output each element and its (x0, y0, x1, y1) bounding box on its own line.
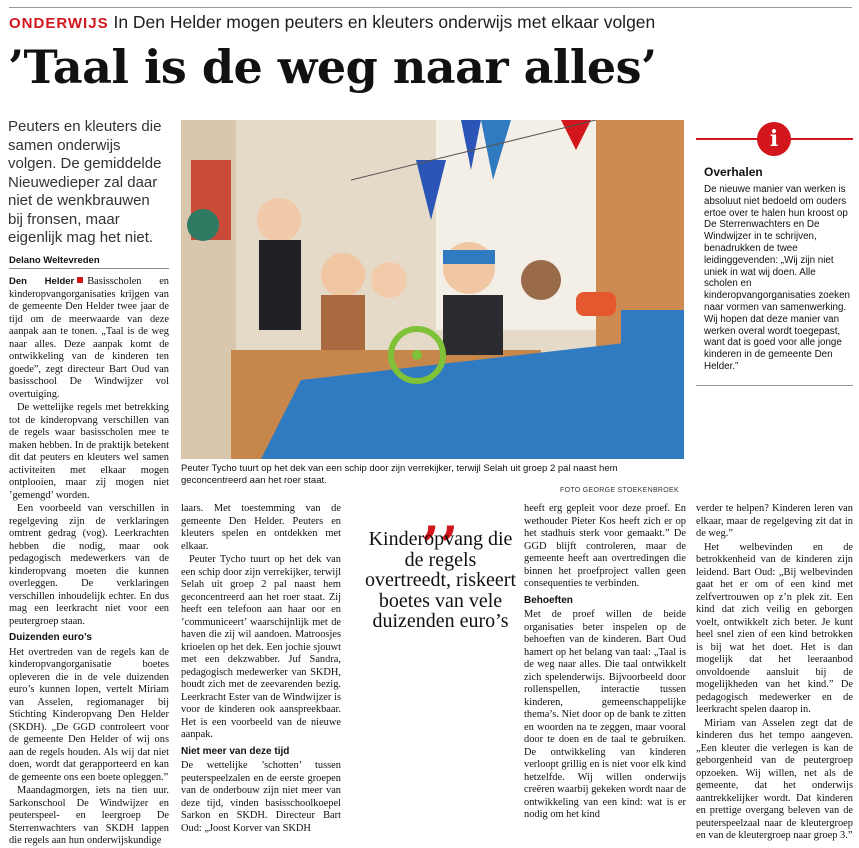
section-label: ONDERWIJS (9, 15, 109, 32)
sidebar-bottom-rule (696, 385, 853, 386)
paragraph: Een voorbeeld van verschillen in regelgeving zijn de verklaringen omtrent gedrag (vog). Leerkrachten hebben die nodig, maar ook pedagogisch medewerkers van de kinderopvang moeten die kunnen overleggen. De verklaringen verschillen inhoudelijk echter. En dus mag een leerkracht niet voor een peutergroep staan. (9, 503, 169, 627)
headline: ’Taal is de weg naar alles’ (8, 40, 657, 94)
kicker (9, 11, 655, 35)
subheading: Niet meer van deze tijd (181, 745, 290, 757)
paragraph: Het overtreden van de regels kan de kinderopvangorganisatie boetes opleveren die in de vele duizenden euro’s kunnen lopen, vertelt Miriam van Asselen, regiomanager bij Stichting Kinderopvang Den Helder (SKDH). „De GGD controleert voor de gemeente Den Helder of wij ons aan de regels houden. Als wij dat niet doen, wordt dat gerapporteerd en kan de gemeente ons een boete opleggen.” (9, 646, 169, 783)
sidebar-text: De nieuwe manier van werken is absoluut niet bedoeld om ouders ertoe over te halen hun kroost op De Sterrenwachters en De Windwijzer in te schrijven, benadrukken de twee leidinggevenden: „Wij zijn niet uniek in wat wij doen. Alle scholen en kinderopvangorganisaties zoeken naar vormen van samenwerking. Wij hopen dat deze manier van werken overal wordt toegepast, want dat is goed voor alle jonge kinderen in de gemeente Den Helder.” (704, 184, 850, 372)
photo-illustration (181, 120, 684, 459)
paragraph: laars. Met toestemming van de gemeente Den Helder. Peuters en kleuters spelen en ontdekken met elkaar. (181, 503, 341, 552)
article-column-4 (696, 503, 853, 841)
intro: Peuters en kleuters die samen onderwijs volgen. De gemiddelde Nieuwedieper zal daar niet de wenkbrauwen bij fronsen, maar eigenlijk mag het niet. (8, 118, 162, 246)
paragraph (9, 276, 169, 401)
article-column-3 (524, 503, 686, 825)
subheading: Duizenden euro’s (9, 632, 92, 643)
quote-text: Kinderopvang die de regels overtreedt, riskeert boetes van vele duizenden euro’s (364, 528, 517, 632)
paragraph: verder te helpen? Kinderen leren van elkaar, maar de regelgeving zit dat in de weg.” (696, 503, 853, 539)
paragraph-text: Basisscholen en kinderopvangorganisaties krijgen van de gemeente Den Helder twee jaar de tijd om de meerwaarde van deze aanpak aan te tonen. „Taal is de weg naar alles. Deze aanpak komt de ontwikkeling van de kinderen ten goede”, zegt directeur Bart Oud van basisschool De Windwijzer vol overtuiging. (9, 276, 169, 400)
byline: Delano Weltevreden (9, 255, 100, 266)
paragraph: Miriam van Asselen zegt dat de kinderen dus het tempo aangeven. „Een kleuter die verlegen is kan de geborgenheid van de peutergroep opzoeken. Wij willen, net als de gemeente, dat het onderwijs aantrekkelijker wordt. Dat kinderen en prettige overgang beleven van de peuterspeelzaal naar de kleutergroep en van de kleutergroep naar groep 3.” (696, 717, 853, 841)
sidebar-title: Overhalen (704, 165, 763, 179)
article-column-1 (9, 276, 169, 846)
top-rule (9, 7, 852, 8)
paragraph: Peuter Tycho tuurt op het dek van een schip door zijn verrekijker, terwijl Selah uit groep 2 pal naast hem geconcentreerd aan het roer staat. Zij heeft een telefoon aan haar oor en ’communiceert’ waarschijnlijk met de haven die zij wil aandoen. Matroosjes krioelen op het dek. Een jochie sjouwt met een dekzwabber. Juf Sandra, pedagogisch medewerker van SKDH, houdt zich met de zeevarenden bezig. Leerkracht Ester van de Windwijzer is voor de kinderen ook aanspreekbaar. Het is een voorbeeld van de nieuwe aanpak. (181, 554, 341, 740)
paragraph: Maandagmorgen, iets na tien uur. Sarkonschool De Windwijzer en peuterspeel- en leergroep De Sterrenwachters van SKDH lappen die regels aan hun onderwijskundige (9, 785, 169, 846)
dateline-square-icon (77, 277, 83, 283)
byline-divider (9, 268, 169, 269)
photo-credit: FOTO GEORGE STOEKENBROEK (560, 487, 679, 494)
pull-quote (362, 483, 519, 632)
paragraph: De wettelijke ’schotten’ tussen peuterspeelzalen en de eerste groepen van de onderbouw zijn niet meer van deze tijd, vinden basisschoolkoepel Sarkon en SKDH. Directeur Bart Oud: „Joost Korver van SKDH (181, 760, 341, 834)
info-icon: i (757, 122, 791, 156)
paragraph: heeft erg gepleit voor deze proef. En wethouder Pieter Kos heeft zich er op het stadhuis sterk voor gemaakt.” De GGD blijft controleren, maar de gemeente heeft aan overtredingen die binnen het proefproject vallen geen consequenties te verbinden. (524, 503, 686, 589)
kicker-text: In Den Helder mogen peuters en kleuters onderwijs met elkaar volgen (113, 12, 656, 32)
article-column-2 (181, 503, 341, 834)
subheading: Behoeften (524, 594, 573, 606)
quote-mark-icon: ‚‚ (421, 483, 460, 547)
photo (181, 120, 684, 459)
dateline: Den Helder (9, 276, 75, 287)
paragraph: De wettelijke regels met betrekking tot de kinderopvang verschillen van de regels waar basisscholen mee te maken hebben. In de praktijk betekent dit dat peuters en kleuters wel samen activiteiten met elkaar mogen ontplooien, maar zij mogen niet ’gemengd’ worden. (9, 402, 169, 501)
photo-caption: Peuter Tycho tuurt op het dek van een schip door zijn verrekijker, terwijl Selah uit groep 2 pal naast hem geconcentreerd aan het roer staat. (181, 463, 618, 486)
paragraph: Met de proef willen de beide organisaties beter inspelen op de behoeften van de kinderen. Bart Oud hamert op het belang van taal: „Taal is de weg naar alles. Die taal ontwikkelt zich spelenderwijs. Bijvoorbeeld door rollenspellen, interactie tussen kinderen, gemeenschappelijke thema’s. Niet door op de bank te zitten en woorden na te zeggen, maar vooral door te doen en de taal te gebruiken. De ontwikkeling van kinderen verloopt grillig en is niet voor elk kind hetzelfde. Wij willen onderwijs creëren waarbij gekeken wordt naar de ontwikkeling van een kind: wat is er nodig om het kind (524, 609, 686, 820)
paragraph: Het welbevinden en de betrokkenheid van de kinderen zijn leidend. Bart Oud: „Bij welbevinden gaat het er om of een kind met zelfvertrouwen op z’n plek zit. Een kind dat zich veilig en geborgen voelt, ontwikkelt zich beter. Je kunt heel snel zien of een kind betrokken is bij wat het doet. Het is dan mogelijk dat het leeraanbod onvoldoende aansluit bij de mogelijkheden van het kind.” De pedagogisch medewerker en de leerkracht spelen daarop in. (696, 541, 853, 715)
